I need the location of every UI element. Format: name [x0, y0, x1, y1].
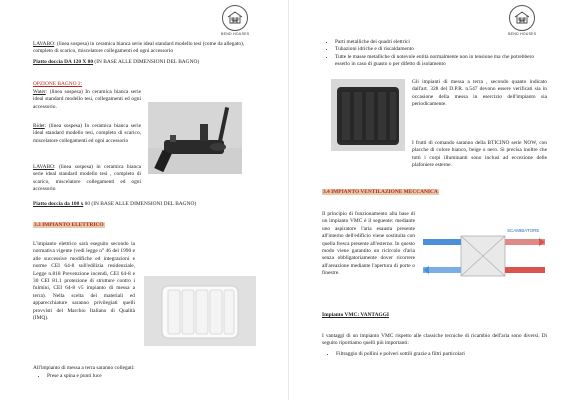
logo: [221, 5, 249, 36]
list-item: • Prese a spina e punti luce: [47, 373, 253, 380]
list-item: • Parti metalliche dei quadri elettrici: [335, 39, 547, 46]
logo: [508, 5, 536, 36]
frutti-comando-text: I frutti di comando saranno della BTICINO serie NOW, con placche di colore bianco, beige o nero. Si precisa inoltre che tutti i corpi illuminanti sono inclusi ad eccezione delle plafoniere esterne.: [412, 140, 547, 169]
scambiatore-label: SCAMBIATORE: [507, 228, 540, 233]
section-ventilazione: 3.4 IMPIANTO VENTILAZIONE MECCANICA: [323, 189, 438, 195]
right-page: [289, 0, 577, 400]
opzione-bagno-title: OPZIONE BAGNO 2:: [33, 81, 83, 87]
piatto-doccia-1: Piatto doccia DA 120 X 80 (IN BASE ALLE DIMENSIONI DEL BAGNO): [33, 59, 200, 65]
impianto-paragraph: L'impianto elettrico sarà eseguito secondo la normativa vigente (vedi legge n° 46 del 1990 e alle successive modifiche ed integrazioni e norme CEI 64-8 sull'edilizia residenziale, Legge n.818 Prevenzione incendi, CEI 64-8 e 30 CEI 81.1 protezione di strutture contro i fulmini, CEI 64-8 v5 impianto di messa a terra). Nella scelta dei materiali ed apparecchiature saranno privilegiati quelli provvisti del Marchio Italiano di Qualità (IMQ).: [33, 241, 253, 359]
terra-verifica: Gli impianti di messa a terra , secondo quanto indicato dall'art. 328 del D.P.R. n.547 devono essere verificati sia in occasione della messa in esercizio dell'impianto sia periodicamente.: [412, 79, 547, 108]
vantaggi-bullets: [322, 351, 547, 358]
piatto-doccia-2: Piatto doccia da 100 x 80 (IN BASE ALLE DIMENSIONI DEL BAGNO): [33, 201, 197, 207]
vmc-paragraph: Il principio di funzionamento alla base di un impianto VMC è il seguente: mediante uno aspiratore l'aria esausta presente all'interno dell'edificio viene sostituita con quella fresca presente all'esterno. In questo modo viene garantito un ricircolo d'aria senza obbligatoriamente dover ricorrere all'areazione mediante l'apertura di porte o finestre.: [322, 211, 547, 289]
list-item: • Filtraggio di pollini e polveri sottili grazie a filtri particolari: [336, 351, 547, 358]
section-impianto-elettrico: 3.3 IMPIANTO ELETTRICO: [34, 222, 104, 228]
list-item: • Tubazioni idriche e di riscaldamento: [335, 46, 547, 53]
shower-faucet-image: [148, 102, 242, 174]
vantaggi-title: Impianto VMC: VANTAGGI: [322, 312, 389, 318]
list-item: • Tutte le masse metalliche di notevole entità normalmente non in tensione ma che potrebbero esserlo in caso di guasto o per difetto di isolamento: [335, 54, 547, 69]
light-switch-image: [144, 276, 256, 346]
bidet-desc: Bidet: (linea sospesa) In ceramica bianca serie ideal standard modello tesi, completo di scarico, miscelatore collegamenti ed ogni accessorio: [33, 123, 141, 144]
logo-text: BEND HOUSES: [221, 32, 250, 36]
lavabo-2: LAVABO: (linea sospesa) in ceramica bianca serie ideal standard modello tesi , completo di scarico, miscelatore collegamenti ed ogni accessorio: [33, 164, 141, 193]
house-logo-icon: [509, 5, 535, 31]
impianto-terra: All'impianto di messa a terra saranno collegati:: [33, 365, 135, 371]
right-bullet-list: [321, 39, 547, 69]
logo-text: BEND HOUSES: [508, 32, 537, 36]
house-logo-icon: [222, 5, 248, 31]
lavabo-1: LAVABO: (linea sospesa) in ceramica bianca serie ideal standard modello tesi (come da allegato), completo di scarico, miscelatore collegamenti ed ogni accessorio: [33, 41, 245, 55]
left-bullet-list: [33, 373, 253, 380]
left-page: [0, 0, 288, 400]
vantaggi-text: I vantaggi di un impianto VMC rispetto alle classiche tecniche di ricambio dell'aria sono diversi. Di seguito riportiamo quelli più importanti:: [322, 333, 547, 347]
vmc-diagram: [419, 222, 549, 290]
black-switch-image: [331, 79, 405, 151]
water-desc: Water: (linea sospesa) In ceramica bianca serie ideal standard modello tesi, collegamenti ed ogni accessorio.: [33, 89, 141, 110]
